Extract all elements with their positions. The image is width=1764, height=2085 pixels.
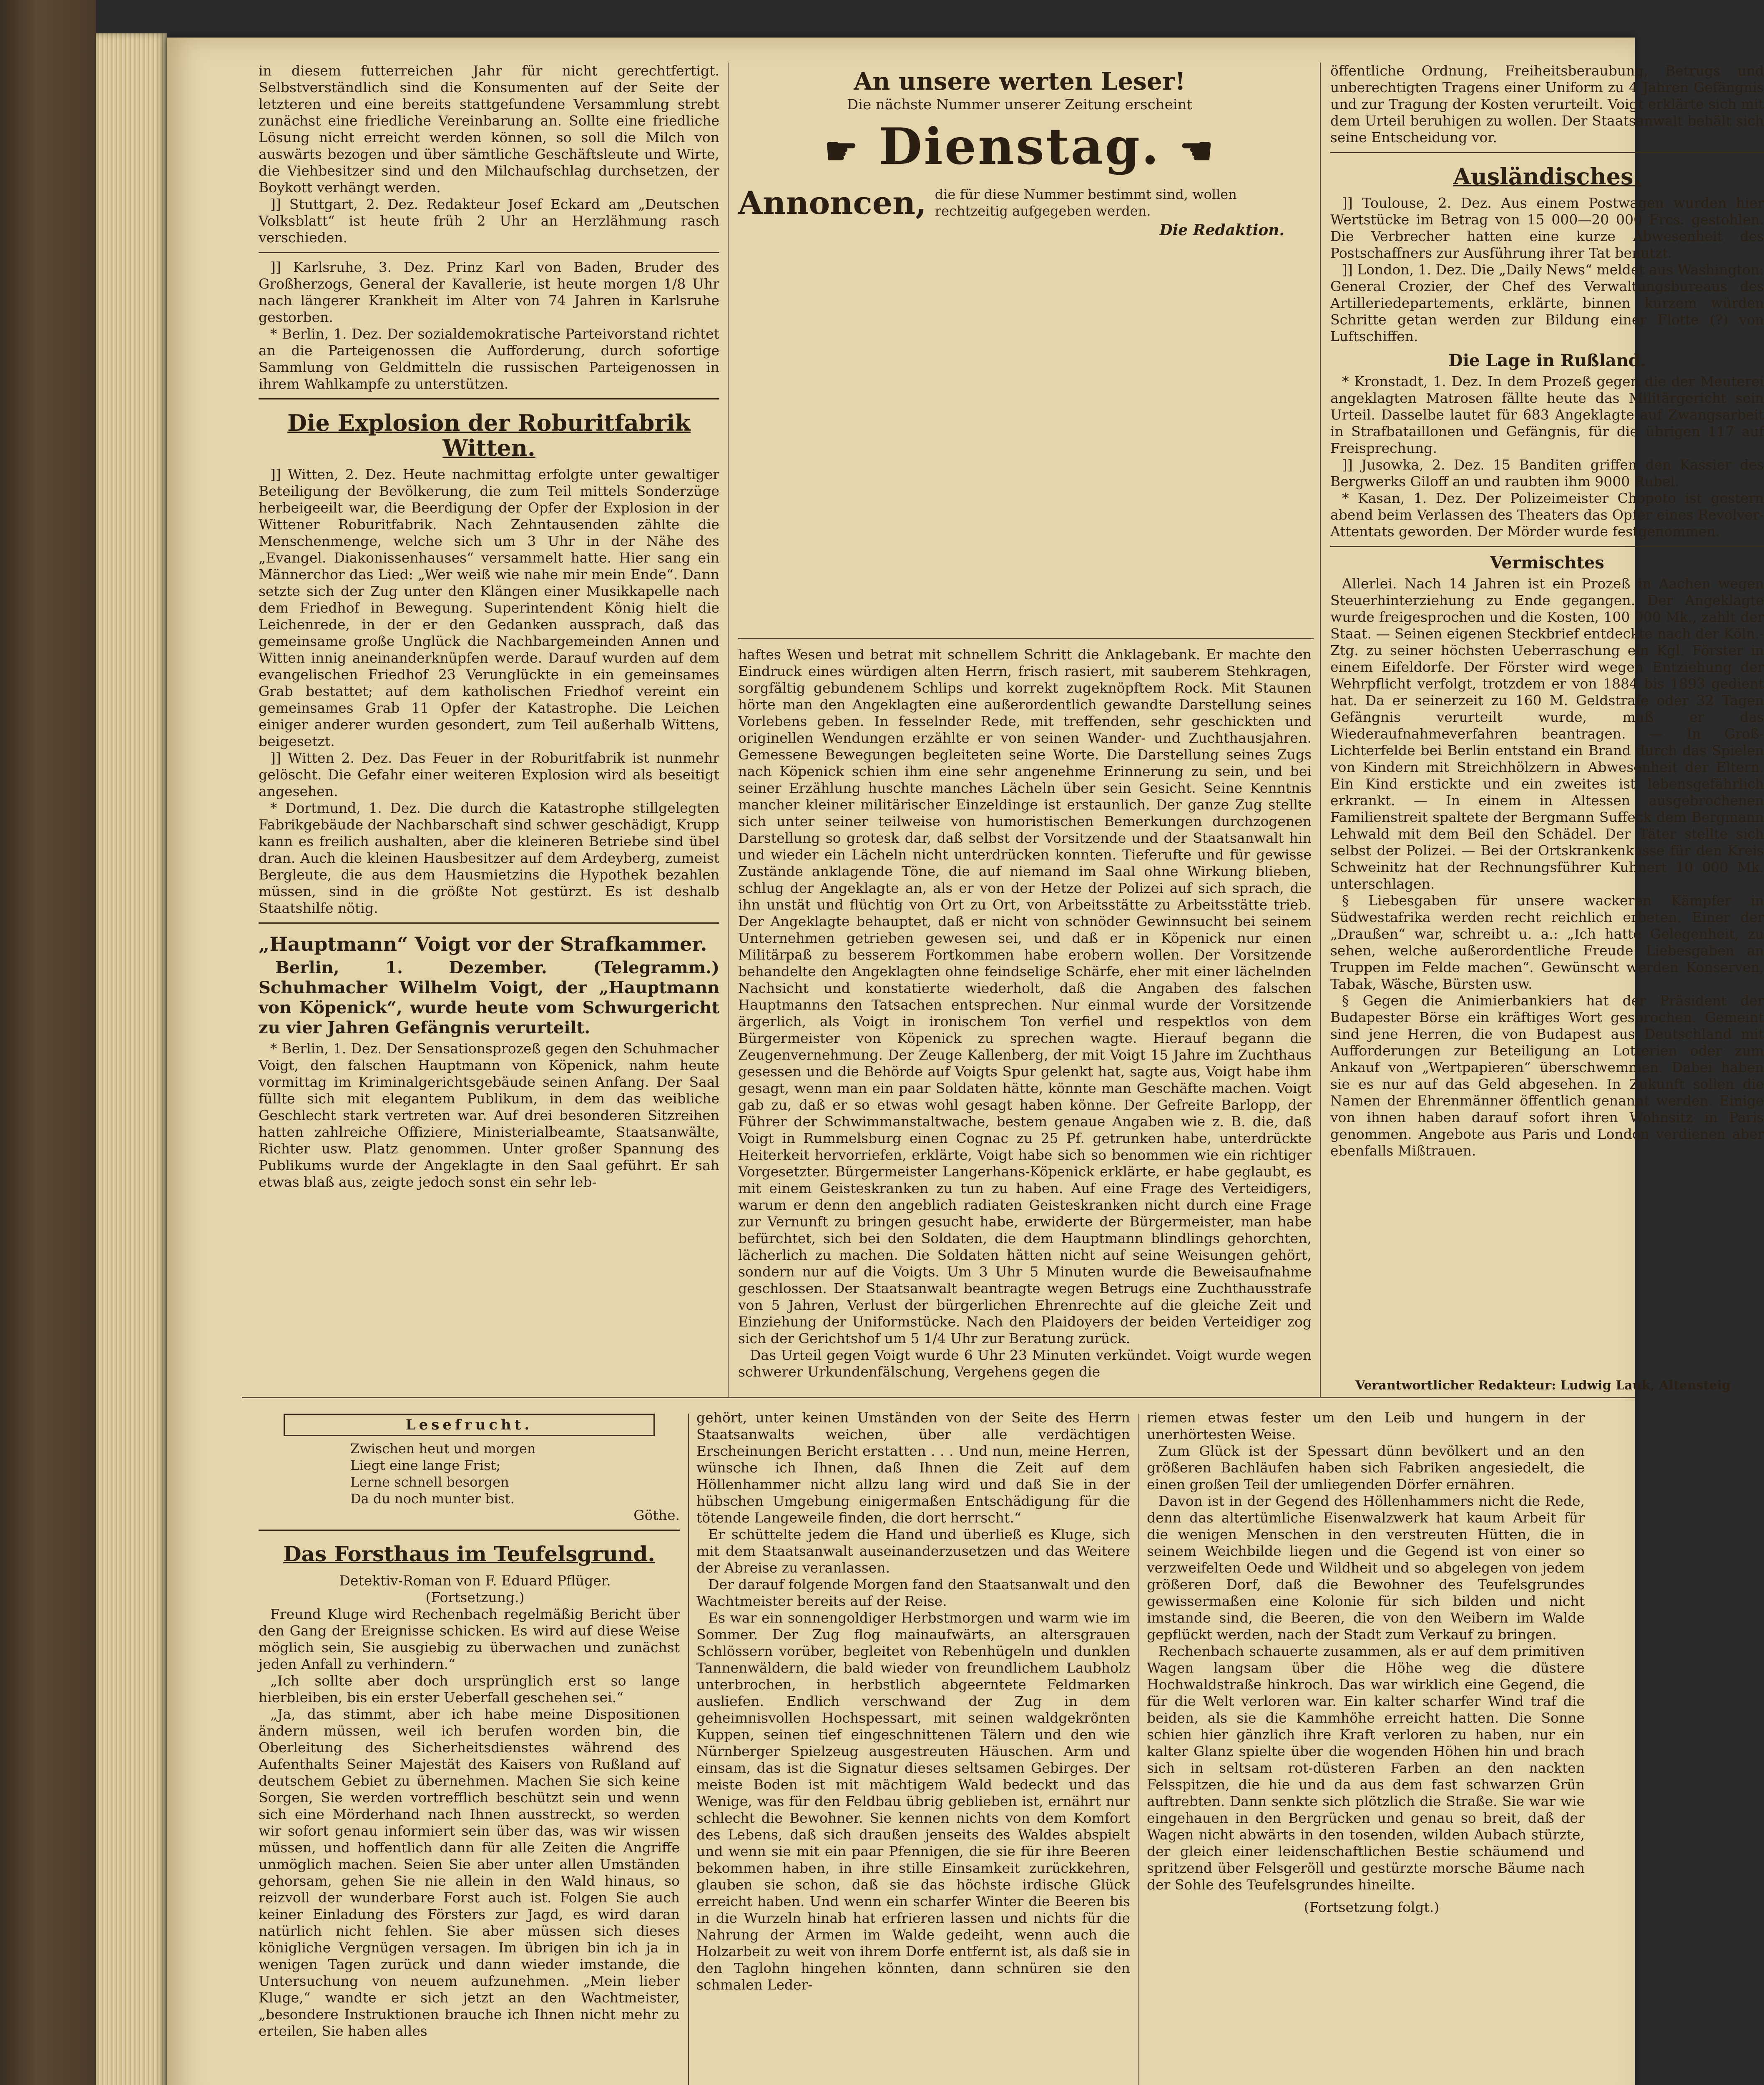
- headline-voigt: „Hauptmann“ Voigt vor der Strafkammer.: [259, 933, 707, 955]
- reader-notice: [738, 63, 1301, 638]
- headline-witten: Die Explosion der Roburitfabrik Witten.: [287, 409, 691, 461]
- notice-annoncen-text: die für diese Nummer bestimmt sind, wollen rechtzeitig aufgegeben werden.: [935, 186, 1237, 219]
- novel-text: „Ich sollte aber doch ursprünglich erst so lange hierbleiben, bis ein erster Ueberfall geschehen sei.“: [259, 1673, 680, 1706]
- article-text: Allerlei. Nach 14 Jahren ist ein Prozeß in Aachen wegen Steuerhinterziehung zu Ende gegangen. Der Angeklagte wurde freigesprochen und die Kosten, 100 000 Mk., zahlt der Staat. — Seinen eigenen Steckbrief entdeckte nach der Köln.-Ztg. zu seiner höchsten Ueberraschung ein Kgl. Förster in einem Eifeldorfe. Der Förster wird wegen Entziehung der Wehrpflicht verfolgt, trotzdem er von 1884 bis 1893 gedient hat. Da er seinerzeit zu 160 M. Geldstrafe oder 32 Tagen Gefängnis verurteilt wurde, muß er das Wiederaufnahmeverfahren beantragen. — In Groß-Lichterfelde bei Berlin entstand ein Brand durch das Spielen von Kindern mit Streichhölzern in Abwesenheit der Eltern. Ein Kind erstickte und ein zweites ist lebensgefährlich erkrankt. — In einem in Altessen ausgebrochenen Familienstreit spaltete der Bergmann Suffeck dem Bergmann Lehwald mit dem Beil den Schädel. Der Täter stellte sich selbst der Polizei. — Bei der Ortskrankenkasse für den Kreis Schweinitz hat der Rechnungsführer Kuhnert 10 000 Mk. unterschlagen.: [1330, 575, 1764, 892]
- novel-text: Rechenbach schauerte zusammen, als er auf dem primitiven Wagen langsam über die Höhe weg die düstere Hochwaldstraße hinkroch. Das war wirklich eine Gegend, die für die Welt verloren war. Ein kalter scharfer Wind traf die beiden, als sie die Kammhöhe erreicht hatten. Die Sonne schien hier gänzlich ihre Kraft verloren zu haben, nur ein kalter Glanz spielte über die wogenden Höhen hin und brach sich in seltsam rot-düsteren Farben an den nackten Felsspitzen, die hie und da aus dem fast schwarzen Grün auftrebten. Dann senkte sich plötzlich die Straße. Sie war wie eingehauen in den Bergrücken und genau so breit, daß der Wagen nicht abwärts in den tosenden, wilden Aubach stürzte, der gleich einer leidenschaftlichen Bestie schäumend und spritzend über Felsgeröll und gestürzte morsche Bäume nach der Sohle des Teufelsgrundes hineilte.: [1147, 1643, 1585, 1893]
- voigt-telegram: Berlin, 1. Dezember. (Telegramm.) Schuhmacher Wilhelm Voigt, der „Hauptmann von Köpenick“, wurde heute vom Schwurgericht zu vier Jahren Gefängnis verurteilt.: [259, 958, 719, 1037]
- article-text: ]] Karlsruhe, 3. Dez. Prinz Karl von Baden, Bruder des Großherzogs, General der Kavallerie, ist heute morgen 1/8 Uhr nach längerer Krankheit im Alter von 74 Jahren in Karlsruhe gestorben.: [259, 259, 719, 325]
- article-text: haftes Wesen und betrat mit schnellem Schritt die Anklagebank. Er machte den Eindruck eines würdigen alten Herrn, frisch rasiert, mit sauberem Stehkragen, sorgfältig gebundenem Schlips und korrekt zugeknöpftem Rock. Mit Staunen hörte man den Angeklagten eine außerordentlich gewandte Darstellung seines Vorlebens geben. In fesselnder Rede, mit treffenden, sehr geschickten und originellen Wendungen erzählte er von seinen Wander- und Zuchthausjahren. Gemessene Bewegungen begleiteten seine Worte. Die Darstellung seines Zugs nach Köpenick schien ihm eine sehr angenehme Erinnerung zu sein, und bei seiner Erzählung huschte manches Lächeln über sein Gesicht. Seine Kenntnis mancher kleiner militärischer Einzeldinge ist erstaunlich. Der ganze Zug stellte sich unter seiner teilweise von humoristischen Bemerkungen durchzogenen Darstellung so grotesk dar, daß selbst der Vorsitzende und der Staatsanwalt hin und wieder ein Lächeln nicht unterdrücken konnten. Tieferufte und für gewisse Zustände anklagende Töne, die auf niemand im Saal ohne Wirkung blieben, schlug der Angeklagte an, als er von der Hetze der Polizei auf sich sprach, die ihn unstät und flüchtig von Ort zu Ort, von Arbeitsstätte zu Arbeitsstätte trieb. Der Angeklagte behauptet, daß er nicht von schnöder Gewinnsucht bei seinem Unternehmen getrieben gewesen sei, und daß er in Köpenick nur einen Militärpaß zu besserem Fortkommen habe erobern wollen. Der Vorsitzende behandelte den Angeklagten ohne feindselige Schärfe, eher mit einer lächelnden Nachsicht und konstatierte wiederholt, daß die Angaben des falschen Hauptmanns den Tatsachen entsprechen. Nur einmal wurde der Vorsitzende ärgerlich, als Voigt in ironischem Ton verfiel und respektlos von dem Bürgermeister von Köpenick zu sprechen wagte. Hierauf begann die Zeugenvernehmung. Der Zeuge Kallenberg, der mit Voigt 15 Jahre im Zuchthaus gesessen und die Behörde auf Voigts Spur gelenkt hat, sagte aus, Voigt habe ihm gesagt, wenn man ein paar Soldaten hätte, könnte man Geschäfte machen. Voigt gab zu, daß er so etwas wohl gesagt haben könne. Der Gefreite Barlopp, der Führer der Schwimmanstaltwache, bestem genaue Angaben wie z. B. die, daß Voigt in Rummelsburg einen Cognac zu 25 Pf. getrunken habe, unterdrückte Heiterkeit hervorriefen, erklärte, Voigt habe sich so benommen wie ein richtiger Vorgesetzter. Bürgermeister Langerhans-Köpenick erklärte, er habe geglaubt, es mit einem Geisteskranken zu tun zu haben. Auf eine Frage des Verteidigers, warum er denn den angeblich radiaten Geisteskranken nicht durch eine Frage zur Vernunft zu bringen gesucht habe, erwiderte der Bürgermeister, man habe befürchtet, sich bei den Soldaten, die dem Hauptmann blindlings gehorchten, lächerlich zu machen. Die Soldaten hätten nicht auf seine Weisungen gehört, sondern nur auf die Voigts. Um 3 Uhr 5 Minuten wurde die Beweisaufnahme geschlossen. Der Staatsanwalt beantragte wegen Betrugs eine Zuchthausstrafe von 5 Jahren, Verlust der bürgerlichen Ehrenrechte auf die gleiche Zeit und Einziehung der Uniformstücke. Nach den Plaidoyers der beiden Verteidiger zog sich der Gerichtshof um 5 1/4 Uhr zur Beratung zurück.: [738, 646, 1312, 1346]
- editor-line: Verantwortlicher Redakteur: Ludwig Lauk, Altensteig: [1355, 1378, 1731, 1393]
- novel-text: gehört, unter keinen Umständen von der Seite des Herrn Staatsanwalts weichen, über alle verdächtigen Erscheinungen Bericht erstatten . . . Und nun, meine Herren, wünsche ich Ihnen, daß Ihnen die Zeit auf dem Höllenhammer nicht allzu lang wird und daß Sie in der hübschen Umgebung einigermaßen Entschädigung für die tötende Langeweile finden, die dort herrscht.“: [696, 1409, 1130, 1526]
- poem-line: Lerne schnell besorgen: [350, 1474, 509, 1490]
- column-rule: [688, 1414, 689, 2085]
- pointing-hand-left-icon: ☚: [1179, 128, 1215, 173]
- article-text: * Kronstadt, 1. Dez. In dem Prozeß gegen die der Meuterei angeklagten Matrosen fällte heute das Militärgericht sein Urteil. Dasselbe lautet für 683 Angeklagte auf Zwangsarbeit in Strafbataillonen und Gefängnis, für die übrigen 117 auf Freisprechung.: [1330, 373, 1764, 456]
- novel-text: Es war ein sonnengoldiger Herbstmorgen und warm wie im Sommer. Der Zug flog mainaufwärts, an altersgrauen Schlössern vorüber, begleitet von Rebenhügeln und dunklen Tannenwäldern, die bald wieder von freundlichem Laubholz unterbrochen, in herbstlich abgeerntete Feldmarken ausliefen. Endlich verschwand der Zug in dem geheimnisvollen Hochspessart, mit seinen waldgekrönten Kuppen, seinen tief eingeschnittenen Tälern und den wie Nürnberger Spielzeug ausgestreuten Häuschen. Arm und einsam, das ist die Signatur dieses seltsamen Gebirges. Der meiste Boden ist mit mächtigem Wald bedeckt und das Wenige, was für den Feldbau übrig geblieben ist, ernährt nur schlecht die Bewohner. Sie kennen nichts von dem Komfort des Lebens, daß sich draußen jenseits des Waldes abspielt und wenn sie mit ein paar Pfennigen, die sie für ihre Beeren bekommen haben, in ihre stille Einsamkeit zurückkehren, glauben sie schon, daß sie das höchste irdische Glück erreicht haben. Und wenn ein scharfer Winter die Beeren bis in die Wurzeln hinab hat erfrieren lassen und nichts für die Nahrung der Armen im Walde gedeiht, wenn auch die Holzarbeit zu weit von ihrem Dorfe entfernt ist, als daß sie in den Taglohn hingehen könnten, dann schnüren sie den schmalen Leder-: [696, 1610, 1130, 1993]
- section-rule: [242, 1397, 1635, 1398]
- novel-continuation: (Fortsetzung.): [425, 1589, 525, 1605]
- poem-line: Zwischen heut und morgen: [350, 1441, 536, 1457]
- novel-text: Freund Kluge wird Rechenbach regelmäßig Bericht über den Gang der Ereignisse schicken. Es wird auf diese Weise möglich sein, Sie ausgiebig zu überwachen und zunächst jeden Anfall zu verhindern.“: [259, 1606, 680, 1672]
- notice-day: Dienstag.: [879, 117, 1161, 176]
- novel-text: Davon ist in der Gegend des Höllenhammers nicht die Rede, denn das altertümliche Eisenwalzwerk hat kaum Arbeit für die wenigen Menschen in den verstreuten Hütten, die in seinem Weichbilde liegen und die Gegend ist von einer so verzweifelten Oede und Wildheit und so abgelegen von jedem größeren Dorf, daß die Bewohner des Teufelsgrundes gewissermaßen eine Kolonie für sich bilden und nicht imstande sind, die Beeren, die von den Weibern im Walde gepflückt werden, nach der Stadt zum Verkauf zu bringen.: [1147, 1493, 1585, 1643]
- feuilleton-column-2: [696, 1409, 1130, 2085]
- lesefrucht-heading: Lesefrucht.: [284, 1414, 655, 1436]
- divider: [259, 922, 719, 924]
- notice-signature: Die Redaktion.: [1159, 221, 1284, 239]
- column-2-top: [738, 646, 1312, 1393]
- article-text: ]] Witten, 2. Dez. Heute nachmittag erfolgte unter gewaltiger Beteiligung der Bevölkerung, die zum Teil mittels Sonderzüge herbeigeeilt war, die Beerdigung der Opfer der Explosion in der Wittener Roburitfabrik. Nach Zehntausenden zählte die Menschenmenge, welche sich um 3 Uhr in der Nähe des „Evangel. Diakonissenhauses“ versammelt hatte. Hier sang ein Männerchor das Lied: „Wer weiß wie nahe mir mein Ende“. Dann setzte sich der Zug unter den Klängen einer Musikkapelle nach dem Friedhof in Bewegung. Superintendent König hielt die Leichenrede, in der er den Gedanken aussprach, daß das gemeinsame große Unglück die Nachbargemeinden Annen und Witten innig aneinanderknüpfen werde. Darauf wurden auf dem evangelischen Friedhof 23 Verunglückte in ein gemeinsames Grab bestattet; auf dem katholischen Friedhof vereint ein gemeinsames Grab 11 Opfer der Katastrophe. Die Leichen einiger anderer wurden gesondert, zum Teil außerhalb Wittens, beigesetzt.: [259, 466, 719, 749]
- notice-line: Die nächste Nummer unserer Zeitung erscheint: [847, 96, 1193, 113]
- poem-line: Liegt eine lange Frist;: [350, 1457, 501, 1473]
- novel-subtitle: Detektiv-Roman von F. Eduard Pflüger.: [339, 1573, 611, 1589]
- article-text: ]] Stuttgart, 2. Dez. Redakteur Josef Eckard am „Deutschen Volksblatt“ ist heute früh 2 Uhr an Herzlähmung rasch verschieden.: [259, 196, 719, 246]
- article-text: in diesem futterreichen Jahr für nicht gerechtfertigt. Selbstverständlich sind die Konsumenten auf der Seite der letzteren und eine bereits stattgefundene Versammlung strebt zunächst eine friedliche Vereinbarung an. Sollte eine friedliche Lösung nicht erreicht werden können, so soll die Milch von auswärts bezogen und über sämtliche Geschäftsleute und Wirte, die Viehbesitzer sind und den Milchaufschlag durchsetzen, der Boykott verhängt werden.: [259, 63, 719, 196]
- page-stack-edge: [96, 33, 167, 2085]
- novel-text: Der darauf folgende Morgen fand den Staatsanwalt und den Wachtmeister bereits auf der Reise.: [696, 1576, 1130, 1609]
- feuilleton-column-3: [1147, 1409, 1585, 2085]
- article-text: * Berlin, 1. Dez. Der sozialdemokratische Parteivorstand richtet an die Parteigenossen die Aufforderung, durch sofortige Sammlung von Geldmitteln die russischen Parteigenossen in ihrem Wahlkampfe zu unterstützen.: [259, 326, 719, 392]
- headline-russland: Die Lage in Rußland.: [1448, 351, 1646, 370]
- novel-text: „Ja, das stimmt, aber ich habe meine Dispositionen ändern müssen, weil ich berufen worden bin, die Oberleitung des Sicherheitsdienstes während des Aufenthalts Seiner Majestät des Kaisers von Rußland auf deutschem Gebiet zu übernehmen. Machen Sie sich keine Sorgen, Sie werden vortrefflich beschützt sein und wenn sich eine Mörderhand nach Ihnen ausstreckt, so werden wir sofort genau informiert sein über das, was wir wissen müssen, und hoffentlich dann für alle Zeiten die Angriffe unmöglich machen. Seien Sie aber unter allen Umständen gehorsam, gehen Sie nie allein in den Wald hinaus, so reizvoll der wunderbare Forst auch ist. Folgen Sie auch keiner Einladung des Försters zur Jagd, es wird daran natürlich nicht fehlen. Sie aber müssen sich dieses königliche Vergnügen versagen. Im übrigen bin ich ja in wenigen Tagen zurück und dann wieder imstande, die Untersuchung von neuem aufzunehmen. „Mein lieber Kluge,“ wandte er sich jetzt an den Wachtmeister, „besondere Instruktionen brauche ich Ihnen nicht mehr zu erteilen, Sie haben alles: [259, 1706, 680, 2039]
- novel-text: Er schüttelte jedem die Hand und überließ es Kluge, sich mit dem Staatsanwalt auseinanderzusetzen und das Weitere der Abreise zu veranlassen.: [696, 1526, 1130, 1576]
- novel-end: (Fortsetzung folgt.): [1304, 1899, 1440, 1915]
- poem-author: Göthe.: [633, 1507, 680, 1523]
- article-text: Das Urteil gegen Voigt wurde 6 Uhr 23 Minuten verkündet. Voigt wurde wegen schwerer Urkundenfälschung, Vergehens gegen die: [738, 1347, 1312, 1380]
- article-text: § Gegen die Animierbankiers hat der Präsident der Budapester Börse ein kräftiges Wort gesprochen. Gemeint sind jene Herren, die von Budapest aus Deutschland mit Aufforderungen zur Beteiligung an Lotterien oder zum Ankauf von „Wertpapieren“ überschwemmen. Dabei haben sie es nur auf das Geld abgesehen. In Zukunft sollen die Namen der Ehrenmänner öffentlich genannt werden. Einige von ihnen haben darauf sofort ihren Wohnsitz in Paris genommen. Angebote aus Paris und London verdienen aber ebenfalls Mißtrauen.: [1330, 992, 1764, 1159]
- headline-vermischtes: Vermischtes: [1490, 553, 1604, 573]
- article-text: * Dortmund, 1. Dez. Die durch die Katastrophe stillgelegten Fabrikgebäude der Nachbarschaft sind schwer geschädigt, Krupp kann es freilich aushalten, aber die kleineren Betriebe sind übel dran. Auch die kleinen Hausbesitzer auf dem Ardeyberg, zumeist Bergleute, die aus dem Hausmietzins die Hypothek bezahlen müssen, sind in die größte Not gestürzt. Es ist deshalb Staatshilfe nötig.: [259, 800, 719, 916]
- headline-auslaendisches: Ausländisches.: [1453, 163, 1641, 190]
- column-rule: [728, 63, 729, 1397]
- column-rule: [1320, 63, 1321, 1397]
- notice-rule: [738, 638, 1314, 639]
- column-1-top: [259, 63, 719, 1393]
- article-text: ]] Jusowka, 2. Dez. 15 Banditen griffen den Kassier des Bergwerks Giloff an und raubten ihm 9000 Rubel.: [1330, 457, 1764, 490]
- notice-title: An unsere werten Leser!: [854, 67, 1186, 95]
- article-text: öffentliche Ordnung, Freiheitsberaubung, Betrugs und unberechtigten Tragens einer Uniform zu 4 Jahren Gefängnis und zur Tragung der Kosten verurteilt. Voigt erklärte sich mit dem Urteil beruhigen zu wollen. Der Staatsanwalt behält sich seine Entscheidung vor.: [1330, 63, 1764, 146]
- newspaper-page: [167, 38, 1764, 2085]
- article-text: ]] London, 1. Dez. Die „Daily News“ meldet aus Washington: General Crozier, der Chef des Verwaltungsbureaus des Artilleriedepartements, erklärte, binnen kurzem würden Schritte getan werden zur Bildung einer Flotte (?) von Luftschiffen.: [1330, 261, 1764, 344]
- novel-text: Zum Glück ist der Spessart dünn bevölkert und an den größeren Bachläufen haben sich Fabriken angesiedelt, die einen großen Teil der umliegenden Dörfer ernähren.: [1147, 1443, 1585, 1492]
- pointing-hand-right-icon: ☛: [824, 128, 860, 173]
- notice-annoncen: Annoncen,: [738, 184, 927, 221]
- article-text: * Berlin, 1. Dez. Der Sensationsprozeß gegen den Schuhmacher Voigt, den falschen Hauptmann von Köpenick, nahm heute vormittag im Kriminalgerichtsgebäude seinen Anfang. Der Saal füllte sich mit elegantem Publikum, in dem das weibliche Geschlecht stark vertreten war. Auf drei besonderen Sitzreihen hatten zahlreiche Offiziere, Ministerialbeamte, Staatsanwälte, Richter usw. Platz genommen. Unter großer Spannung des Publikums wurde der Angeklagte in den Saal geführt. Er sah etwas blaß aus, zeigte jedoch sonst ein sehr leb-: [259, 1040, 719, 1190]
- divider: [1330, 152, 1764, 153]
- novel-title: Das Forsthaus im Teufelsgrund.: [283, 1542, 655, 1566]
- divider: [259, 1530, 680, 1531]
- article-text: § Liebesgaben für unsere wackeren Kämpfer in Südwestafrika werden recht reichlich erbeten. Einer der „Draußen“ war, schreibt u. a.: „Ich hatte Gelegenheit, zu sehen, welche außerordentliche Freude Liebesgaben an Truppen im Felde machen“. Gewünscht werden Konserven, Tabak, Wäsche, Bürsten usw.: [1330, 892, 1764, 992]
- divider: [259, 398, 719, 399]
- column-3-top: [1330, 63, 1764, 1393]
- book-binding: [0, 0, 96, 2085]
- article-text: ]] Toulouse, 2. Dez. Aus einem Postwagen wurden hier Wertstücke im Betrag von 15 000—20 000 Frcs. gestohlen. Die Verbrecher hatten eine kurze Abwesenheit des Postschaffners zur Ausführung ihrer Tat benutzt.: [1330, 195, 1764, 261]
- poem-line: Da du noch munter bist.: [350, 1491, 515, 1507]
- article-text: ]] Witten 2. Dez. Das Feuer in der Roburitfabrik ist nunmehr gelöscht. Die Gefahr einer weiteren Explosion wird als beseitigt angesehen.: [259, 750, 719, 799]
- feuilleton-column-1: [259, 1409, 680, 2085]
- divider: [259, 252, 719, 253]
- novel-text: riemen etwas fester um den Leib und hungern in der unerhörtesten Weise.: [1147, 1409, 1585, 1442]
- article-text: * Kasan, 1. Dez. Der Polizeimeister Chopoto ist gestern abend beim Verlassen des Theaters das Opfer eines Revolver-Attentats geworden. Der Mörder wurde festgenommen.: [1330, 490, 1764, 540]
- column-rule: [1138, 1414, 1139, 2085]
- divider: [1330, 546, 1764, 547]
